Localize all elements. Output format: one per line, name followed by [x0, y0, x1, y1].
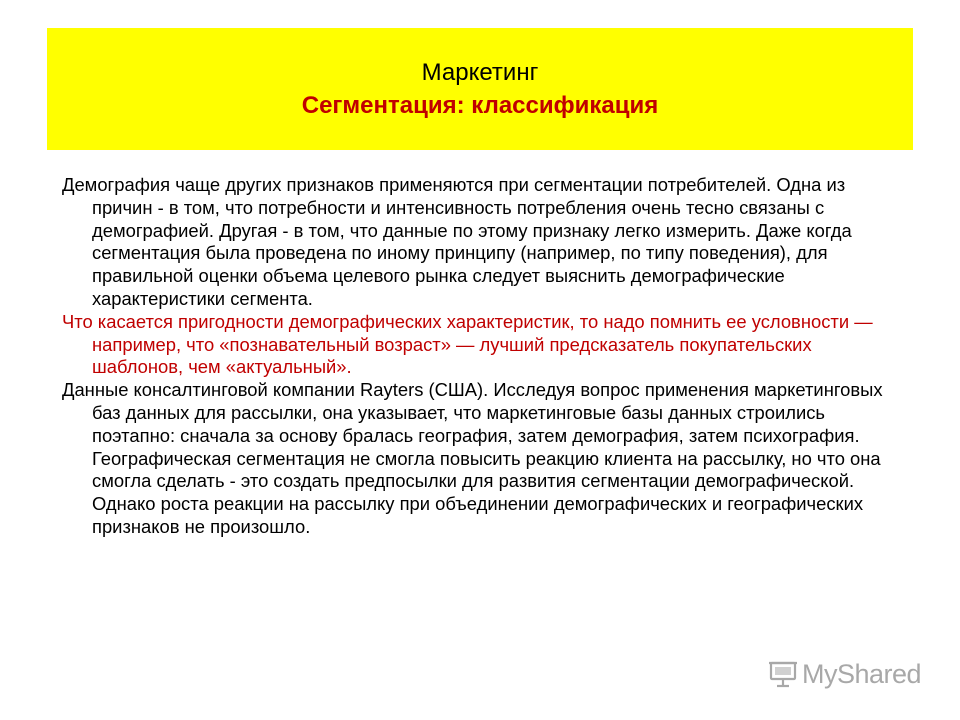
presentation-board-icon: [768, 659, 798, 689]
myshared-watermark: [768, 656, 921, 692]
slide-title: Маркетинг: [421, 59, 539, 86]
watermark-text: MyShared: [802, 658, 922, 689]
slide-body: [62, 174, 902, 539]
title-banner: [47, 28, 913, 150]
paragraph-demography: Демография чаще других признаков применяются при сегментации потребителей. Одна из причин - в том, что потребности и интенсивность потребления очень тесно связаны с демографией. Другая - в том, что данные по этому признаку легко измерить. Даже когда сегментация была проведена по иному принципу (например, по типу поведения), для правильной оценки объема целевого рынка следует выяснить демографические характеристики сегмента.: [62, 174, 852, 309]
paragraph-demographic-suitability: Что касается пригодности демографических характеристик, то надо помнить ее условности — например, что «познавательный возраст» — лучший предсказатель покупательских шаблонов, чем «актуальный».: [62, 310, 873, 378]
slide-subtitle: Сегментация: классификация: [301, 92, 659, 119]
paragraph-rayters-data: Данные консалтинговой компании Rayters (США). Исследуя вопрос применения маркетинговых баз данных для рассылки, она указывает, что маркетинговые базы данных строились поэтапно: сначала за основу бралась география, затем демография, затем психография. Географическая сегментация не смогла повысить реакцию клиента на рассылку, но что она смогла сделать - это создать предпосылки для развития сегментации демографической. Однако роста реакции на рассылку при объединении демографических и географических признаков не произошло.: [62, 379, 883, 537]
